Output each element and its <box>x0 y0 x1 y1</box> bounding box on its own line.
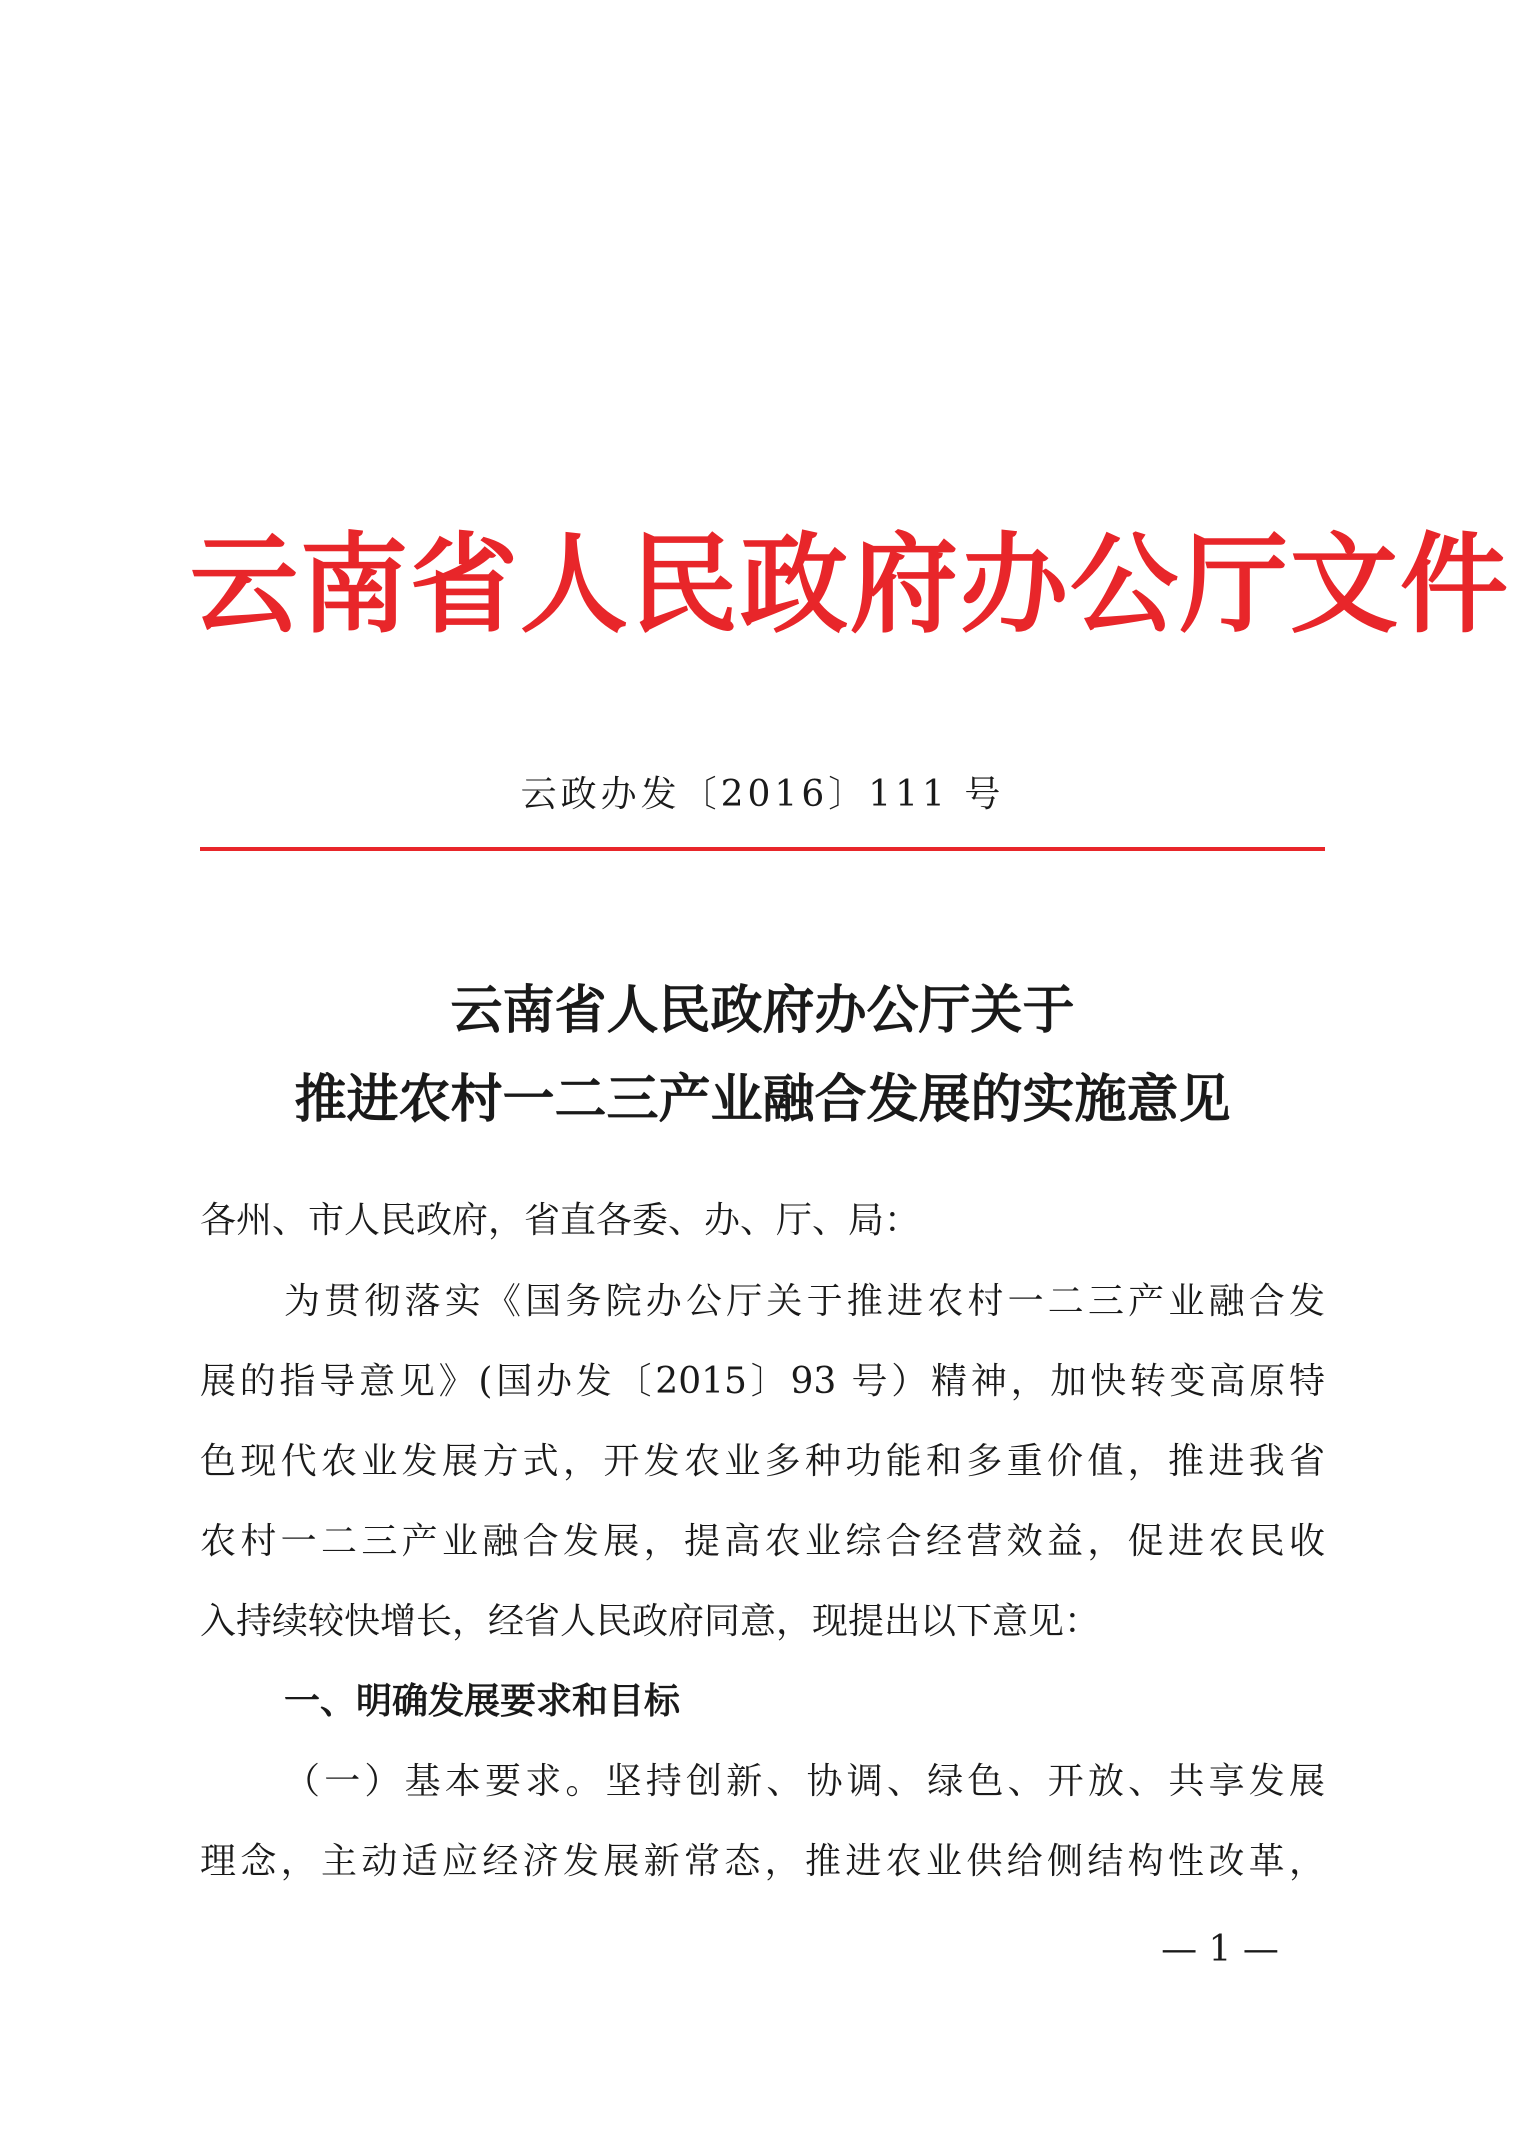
section-line-1: （一）基本要求。坚持创新、协调、绿色、开放、共享发展 <box>284 1761 1325 1802</box>
section-line-2: 理念，主动适应经济发展新常态，推进农业供给侧结构性改革， <box>200 1841 1325 1882</box>
document-number: 云政办发〔2016〕111 号 <box>520 774 1005 815</box>
issuer-title: 云南省人民政府办公厅文件 <box>190 522 1511 648</box>
red-divider-line <box>200 847 1325 851</box>
section-heading: 一、明确发展要求和目标 <box>284 1681 681 1722</box>
intro-line-5: 入持续较快增长，经省人民政府同意，现提出以下意见： <box>200 1601 1101 1642</box>
intro-line-1: 为贯彻落实《国务院办公厅关于推进农村一二三产业融合发 <box>284 1281 1325 1322</box>
page-number: — 1 — <box>1161 1929 1279 1970</box>
salutation: 各州、市人民政府，省直各委、办、厅、局： <box>200 1200 921 1241</box>
intro-line-3: 色现代农业发展方式，开发农业多种功能和多重价值，推进我省 <box>200 1441 1325 1482</box>
intro-line-4: 农村一二三产业融合发展，提高农业综合经营效益，促进农民收 <box>200 1521 1325 1562</box>
document-title-line-2: 推进农村一二三产业融合发展的实施意见 <box>294 1069 1231 1130</box>
intro-line-2: 展的指导意见》(国办发〔2015〕93 号）精神，加快转变高原特 <box>200 1361 1325 1402</box>
document-title-line-1: 云南省人民政府办公厅关于 <box>450 980 1075 1041</box>
